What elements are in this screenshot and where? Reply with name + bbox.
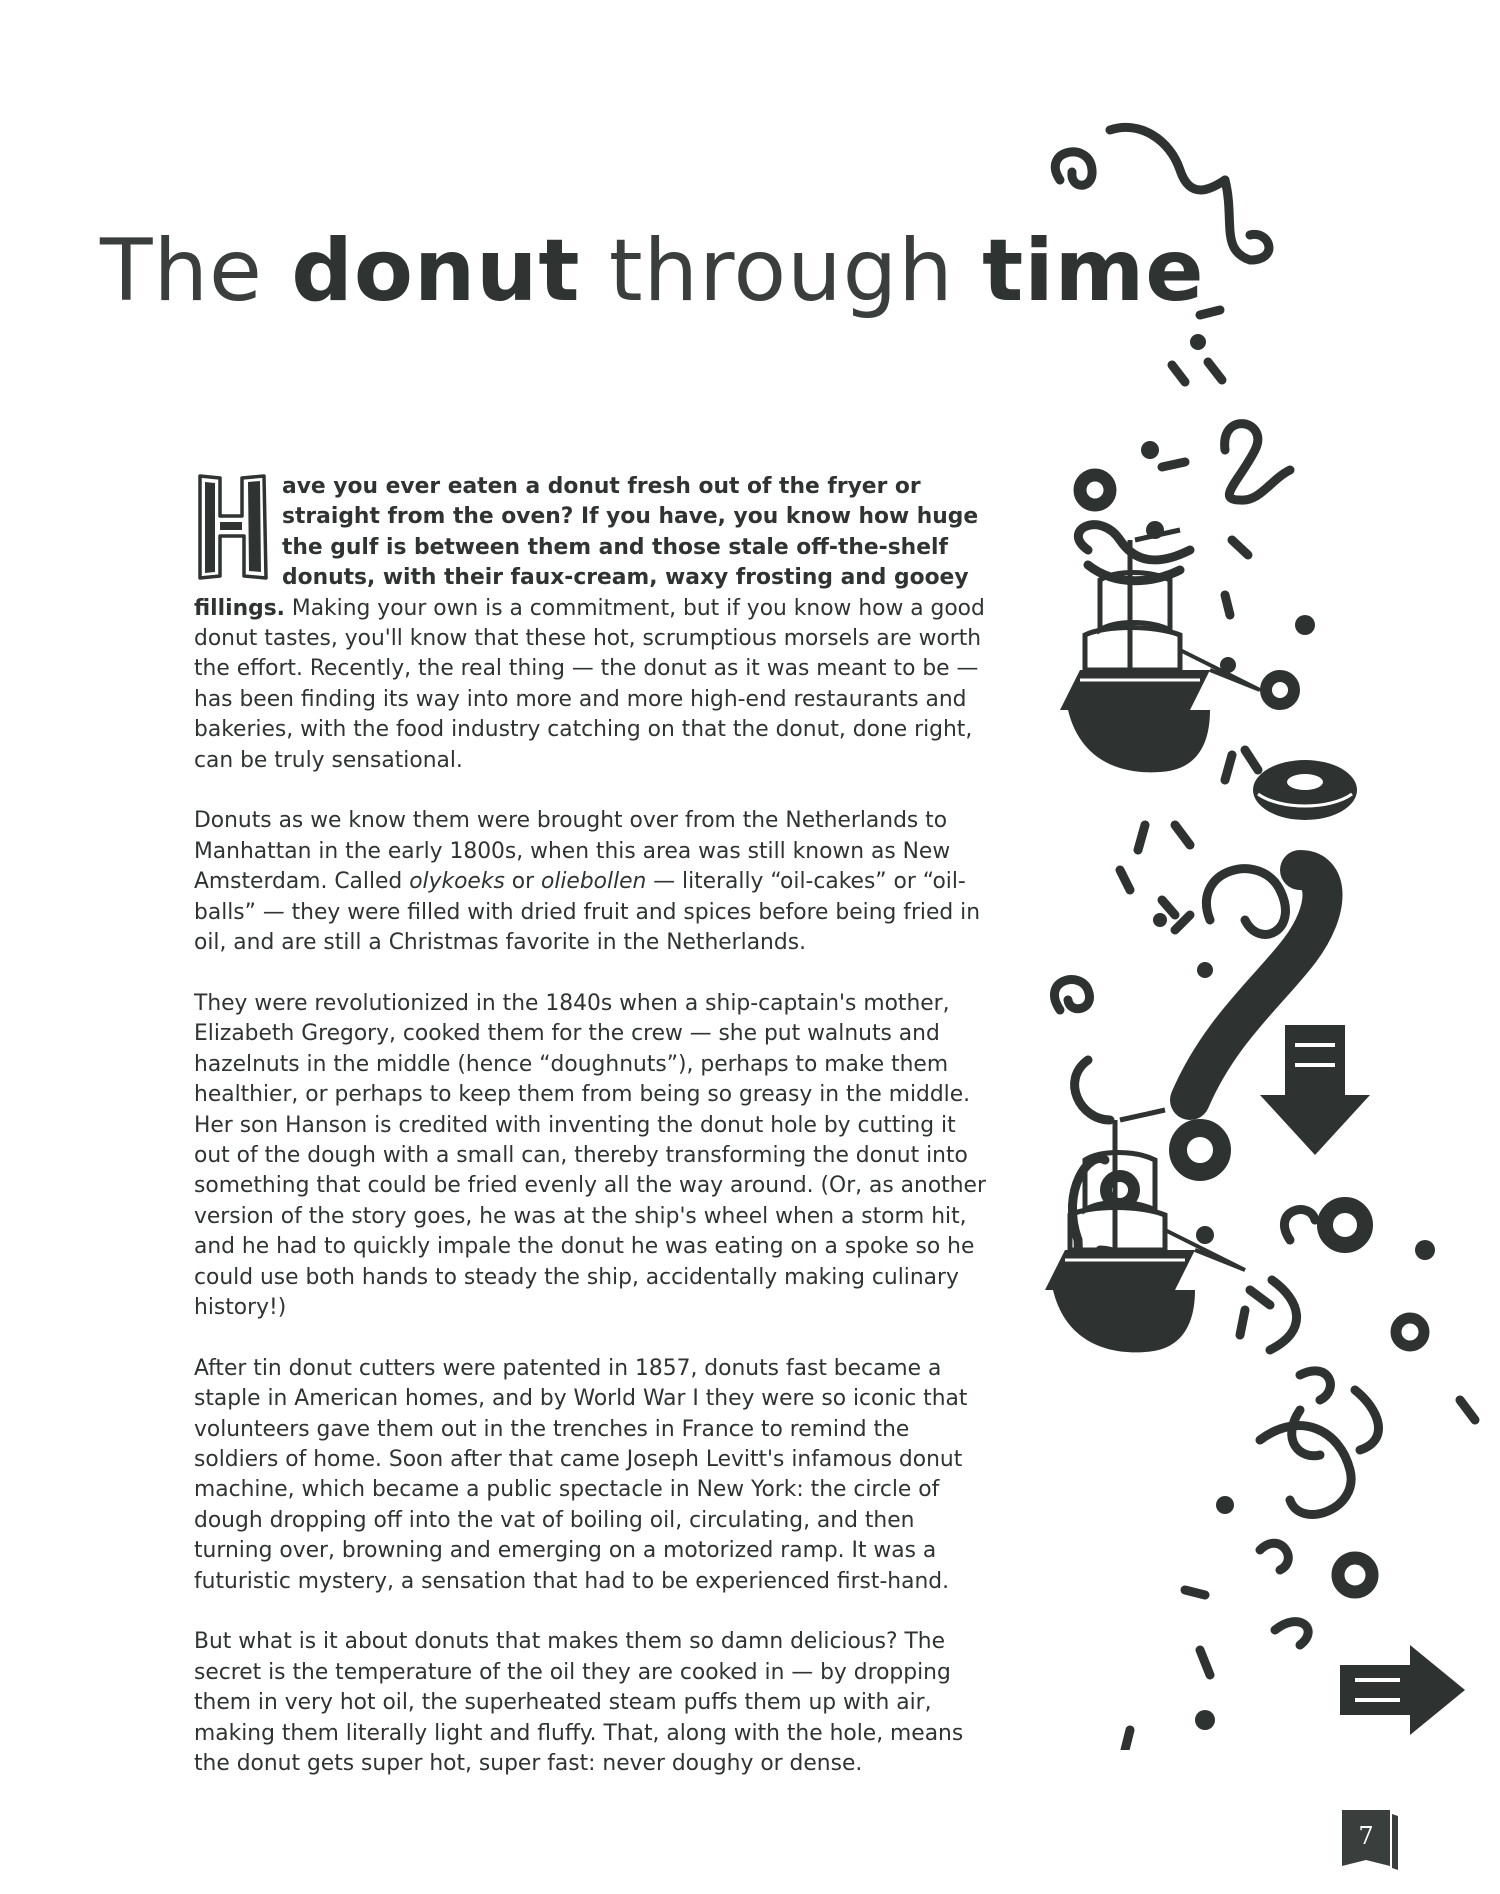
paragraph-oil: But what is it about donuts that makes them so damn delicious? The secret is the temperature of the oil they are cooked in — by dropping them in very hot oil, the superheated steam puffs them up with air, making them literally light and fluffy. That, along with the hole, means the donut gets super hot, super fast: never doughy or dense.	[194, 1629, 964, 1776]
swirl-icon	[1055, 152, 1092, 185]
dot-icon	[1415, 1240, 1435, 1260]
dot-icon	[1216, 1496, 1234, 1514]
swirl-icon	[1072, 1158, 1105, 1240]
title-bold-time: time	[982, 221, 1205, 321]
donut-icon	[1080, 475, 1110, 505]
decorative-border	[1000, 110, 1500, 1750]
dot-icon	[1195, 1710, 1215, 1730]
paragraph-cutters: After tin donut cutters were patented in 1857, donuts fast became a staple in American homes, and by World War I they were so iconic that volunteers gave them out in the trenches in France to remind the soldiers of home. Soon after that came Joseph Levitt's infamous donut machine, which became a public spectacle in New York: the circle of dough dropping off into the vat of boiling oil, circulating, and then turning over, browning and emerging on a motorized ramp. It was a futuristic mystery, a sensation that had to be experienced first-hand.	[194, 1355, 968, 1594]
title-part-through: through	[580, 221, 983, 321]
p2-text-b: or	[504, 869, 541, 895]
dot-icon	[1190, 334, 1206, 350]
p2-term-olykoeks: olykoeks	[409, 869, 505, 895]
swirl-icon	[1284, 1210, 1315, 1240]
dot-icon	[1197, 962, 1213, 978]
dot-icon	[1153, 913, 1167, 927]
dot-icon	[1295, 615, 1315, 635]
swirl-icon	[1260, 1426, 1351, 1515]
p2-term-oliebollen: oliebollen	[540, 869, 647, 895]
intro-rest-text: Making your own is a commitment, but if you know how a good donut tastes, you'll know that these hot, scrumptious morsels are worth the effort. Recently, the real thing — the donut as it was meant to be — has been finding its way into more and more high-end restaurants and bakeries, with the food industry catching on that the donut, done right, can be truly sensational.	[194, 595, 985, 773]
page-number: 7	[1358, 1822, 1374, 1850]
donut-icon	[1253, 760, 1357, 820]
p2-text-c: — literally “oil-cakes” or “oil-balls” — they were filled with dried fruit and spices before being fried in oil, and are still a Christmas favorite in the Netherlands.	[194, 869, 981, 956]
article-body	[194, 472, 994, 1810]
dropcap	[194, 472, 270, 582]
intro-bold-text: ave you ever eaten a donut fresh out of the fryer or straight from the oven? If you have, you know how huge the gulf is between them and those stale off-the-shelf donuts, with their faux-cream, waxy frosting and gooey fillings.	[194, 474, 979, 621]
swirl-icon	[1110, 127, 1225, 190]
donut-icon	[1338, 1558, 1372, 1592]
donut-icon	[1266, 676, 1294, 704]
dot-icon	[1196, 1226, 1214, 1244]
donut-icon	[1178, 1128, 1222, 1172]
title-bold-donut: donut	[291, 221, 581, 321]
donut-icon	[1396, 1318, 1424, 1346]
swirl-icon	[1225, 180, 1269, 260]
paragraph-gregory: They were revolutionized in the 1840s when a ship-captain's mother, Elizabeth Gregory, cooked them for the crew — she put walnuts and hazelnuts in the middle (hence “doughnuts”), perhaps to make them healthier, or perhaps to keep them from being so greasy in the middle. Her son Hanson is credited with inventing the donut hole by cutting it out of the dough with a small can, thereby transforming the donut into something that could be fried evenly all the way around. (Or, as another version of the story goes, he was at the ship's wheel when a storm hit, and he had to quickly impale the donut he was eating on a spoke so he could use both hands to steady the ship, accidentally making culinary history!)	[194, 990, 986, 1320]
arrow-icon	[1260, 1025, 1370, 1155]
swirl-icon	[1300, 1371, 1330, 1400]
title-part-the: The	[100, 221, 292, 321]
swirl-icon	[1225, 424, 1290, 501]
donut-icon	[1325, 1205, 1365, 1245]
donut-icon	[1106, 1176, 1134, 1204]
intro-paragraph	[194, 472, 994, 776]
dot-icon	[1141, 441, 1159, 459]
arrow-icon	[1340, 1645, 1465, 1735]
paragraph-netherlands	[194, 806, 994, 958]
p2-text-a: Donuts as we know them were brought over from the Netherlands to Manhattan in the early 1800s, when this area was still known as New Amsterdam. Called	[194, 808, 951, 895]
swirl-icon	[1206, 869, 1285, 935]
swirl-icon	[1054, 980, 1089, 1010]
